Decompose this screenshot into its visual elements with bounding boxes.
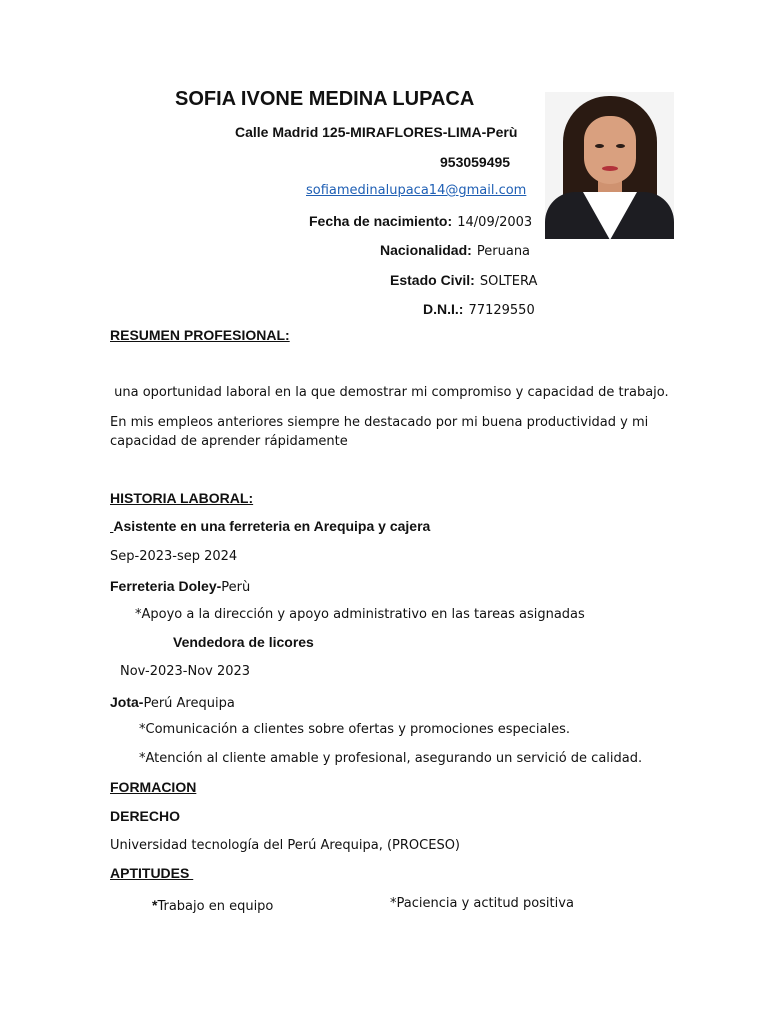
- job2-task-2: *Atención al cliente amable y profesional, asegurando un servició de calidad.: [139, 751, 643, 766]
- job2-task-1: *Comunicación a clientes sobre ofertas y promociones especiales.: [139, 722, 571, 737]
- birth-row: [309, 211, 532, 230]
- civil-status-row: [390, 270, 537, 289]
- nationality-value: Peruana: [476, 244, 531, 259]
- nationality-row: [380, 240, 530, 259]
- resumen-paragraph-2: En mis empleos anteriores siempre he destacado por mi buena productividad y mi capacidad de aprender rápidamente: [110, 415, 649, 449]
- section-heading-formacion: FORMACION: [110, 779, 197, 795]
- section-heading-aptitudes: APTITUDES: [110, 865, 194, 881]
- aptitude-item-1: [152, 895, 273, 914]
- phone: 953059495: [440, 154, 511, 170]
- resumen-paragraph-1: una oportunidad laboral en la que demostrar mi compromiso y capacidad de trabajo.: [110, 385, 669, 400]
- job2-title: Vendedora de licores: [173, 634, 314, 650]
- civil-status-label: Estado Civil:: [390, 272, 475, 288]
- profile-photo: [545, 92, 674, 239]
- job1-dates: Sep-2023-sep 2024: [110, 549, 238, 564]
- dni-row: [423, 299, 535, 318]
- dni-label: D.N.I.:: [423, 301, 464, 317]
- job1-location: Perù: [221, 580, 251, 595]
- section-heading-resumen: RESUMEN PROFESIONAL:: [110, 327, 290, 343]
- job2-dates: Nov-2023-Nov 2023: [120, 664, 251, 679]
- section-heading-historia: HISTORIA LABORAL:: [110, 490, 254, 506]
- degree: DERECHO: [110, 808, 181, 824]
- nationality-label: Nacionalidad:: [380, 242, 472, 258]
- school: Universidad tecnología del Perú Arequipa, (PROCESO): [110, 838, 460, 853]
- aptitude-item-2: *Paciencia y actitud positiva: [390, 896, 574, 911]
- job2-company: Jota-: [110, 694, 144, 710]
- birth-value: 14/09/2003: [457, 215, 533, 230]
- aptitude-item-1-text: Trabajo en equipo: [157, 899, 274, 914]
- job2-location: Perú Arequipa: [143, 696, 235, 711]
- job2-company-row: [110, 692, 235, 711]
- job1-company: Ferreteria Doley-: [110, 578, 222, 594]
- email-link[interactable]: sofiamedinalupaca14@gmail.com: [306, 183, 527, 198]
- job1-title-text: Asistente en una ferreteria en Arequipa y cajera: [113, 518, 431, 534]
- job1-task: *Apoyo a la dirección y apoyo administrativo en las tareas asignadas: [135, 607, 585, 622]
- candidate-name: SOFIA IVONE MEDINA LUPACA: [175, 88, 475, 110]
- dni-value: 77129550: [468, 303, 535, 318]
- aptitude-item-1-mark: *: [152, 897, 158, 913]
- civil-status-value: SOLTERA: [479, 274, 538, 289]
- job1-title: [110, 518, 430, 534]
- address: Calle Madrid 125-MIRAFLORES-LIMA-Perù: [235, 124, 518, 140]
- job1-company-row: [110, 576, 250, 595]
- birth-label: Fecha de nacimiento:: [309, 213, 453, 229]
